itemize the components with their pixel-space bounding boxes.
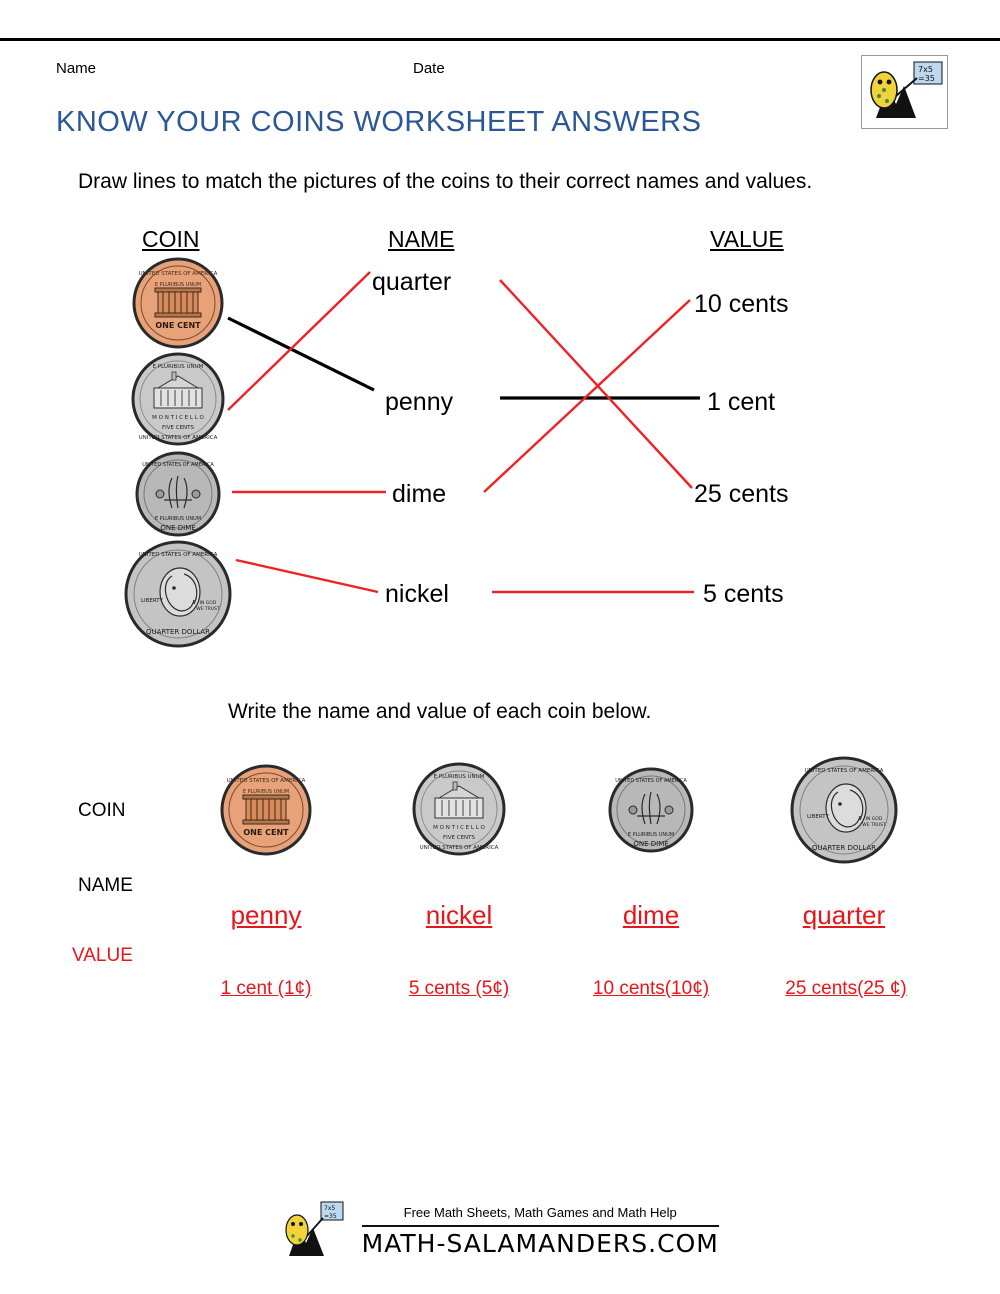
answer-name-quarter[interactable]: quarter [802,900,886,930]
penny-coin-icon [130,255,226,351]
match-name-penny[interactable]: penny [385,388,454,416]
svg-text:UNITED STATES OF AMERICA: UNITED STATES OF AMERICA [804,768,884,774]
svg-text:M O N T I C E L L O: M O N T I C E L L O [433,825,485,831]
svg-text:UNITED STATES OF AMERICA: UNITED STATES OF AMERICA [138,552,218,558]
line-spacer-2 [246,544,370,596]
svg-text:LIBERTY: LIBERTY [140,598,164,604]
nickel-coin-icon [128,350,228,448]
date-field-label: Date [413,60,445,77]
svg-text:UNITED STATES OF AMERICA: UNITED STATES OF AMERICA [226,778,306,784]
penny-coin [130,255,226,356]
match-value-1-cent[interactable]: 1 cent [707,388,776,416]
instruction-matching: Draw lines to match the pictures of the coins to their correct names and values. [78,170,813,193]
svg-text:FIVE CENTS: FIVE CENTS [161,425,195,431]
svg-text:E PLURIBUS UNUM: E PLURIBUS UNUM [152,364,204,370]
dime-coin-icon [134,450,222,538]
quarter-coin-icon [788,754,900,866]
line-spacer-4 [254,538,380,592]
logo-icon [862,56,947,128]
footer-tagline: Free Math Sheets, Math Games and Math Help [403,1205,677,1220]
svg-text:E PLURIBUS UNUM: E PLURIBUS UNUM [433,774,485,780]
line-quarter-coin-to-nickel-name-seg [236,560,378,592]
footer-logo-icon [281,1200,351,1262]
svg-text:ONE CENT: ONE CENT [155,321,201,330]
svg-text:M O N T I C E L L O: M O N T I C E L L O [152,415,204,421]
match-name-dime[interactable]: dime [392,480,447,508]
svg-text:7x5: 7x5 [324,1205,336,1212]
match-name-nickel[interactable]: nickel [385,580,449,608]
footer-brand: MATH-SALAMANDERS.COM [361,1229,719,1258]
svg-text:ONE DIME: ONE DIME [633,840,669,848]
dime-coin [134,450,222,543]
quarter-coin-icon [122,538,234,650]
math-salamanders-logo [861,55,948,129]
row-label-value: VALUE [72,945,133,966]
svg-text:UNITED STATES OF AMERICA: UNITED STATES OF AMERICA [142,462,214,468]
answer-value-penny[interactable]: 1 cent (1¢) [220,978,312,999]
penny-coin-icon [218,762,314,858]
penny-coin-bottom [218,762,314,863]
answer-name-dime[interactable]: dime [622,900,680,930]
svg-text:UNITED STATES OF AMERICA: UNITED STATES OF AMERICA [419,845,499,851]
line-spacer-7 [259,562,376,594]
instruction-write-names: Write the name and value of each coin below. [228,700,652,723]
svg-text:QUARTER DOLLAR: QUARTER DOLLAR [145,628,211,636]
footer-divider [362,1225,719,1227]
svg-text:=35: =35 [324,1213,337,1220]
svg-text:E PLURIBUS UNUM: E PLURIBUS UNUM [242,789,290,795]
svg-text:QUARTER DOLLAR: QUARTER DOLLAR [811,844,877,852]
svg-text:IN GOD: IN GOD [199,601,217,606]
svg-text:FIVE CENTS: FIVE CENTS [442,835,476,841]
column-heading-value: VALUE [710,226,784,252]
svg-text:E PLURIBUS UNUM: E PLURIBUS UNUM [154,516,202,522]
top-divider [0,38,1000,41]
svg-text:UNITED STATES OF AMERICA: UNITED STATES OF AMERICA [615,778,687,784]
match-value-25-cents[interactable]: 25 cents [694,480,789,508]
svg-text:WE TRUST: WE TRUST [196,607,220,612]
line-quarter-name-to-25-cents [500,280,692,488]
line-penny-coin-to-penny-name [228,318,374,390]
svg-text:E PLURIBUS UNUM: E PLURIBUS UNUM [154,282,202,288]
answer-name-penny[interactable]: penny [230,900,302,930]
row-label-name: NAME [78,875,133,896]
row-label-coin: COIN [78,800,126,821]
line-spacer-3 [250,538,372,594]
answer-name-nickel[interactable]: nickel [425,900,493,930]
line-spacer-8 [262,568,376,592]
svg-text:=35: =35 [918,74,935,83]
nickel-coin-bottom [409,760,509,863]
svg-text:E PLURIBUS UNUM: E PLURIBUS UNUM [627,832,675,838]
name-field-label: Name [56,60,97,77]
line-spacer-5 [258,540,260,544]
svg-text:UNITED STATES OF AMERICA: UNITED STATES OF AMERICA [138,271,218,277]
svg-text:UNITED STATES OF AMERICA: UNITED STATES OF AMERICA [138,435,218,441]
quarter-coin-bottom [788,754,900,871]
answer-value-nickel[interactable]: 5 cents (5¢) [408,978,510,999]
svg-text:7x5: 7x5 [918,65,933,74]
nickel-coin [128,350,228,453]
match-value-10-cents[interactable]: 10 cents [694,290,789,318]
dime-coin-bottom [607,766,695,859]
quarter-coin [122,538,234,655]
nickel-coin-icon [409,760,509,858]
page-footer [0,1200,1000,1262]
match-name-quarter[interactable]: quarter [372,268,452,296]
line-spacer [262,570,378,590]
svg-text:WE TRUST: WE TRUST [862,823,886,828]
line-dime-name-to-10-cents [484,300,690,492]
answer-value-dime[interactable]: 10 cents(10¢) [592,978,710,999]
answer-value-quarter[interactable]: 25 cents(25 ¢) [785,978,907,999]
svg-text:LIBERTY: LIBERTY [806,814,830,820]
match-value-5-cents[interactable]: 5 cents [703,580,784,608]
column-heading-name: NAME [388,226,455,252]
line-nickel-coin-to-quarter-name [228,272,370,410]
svg-text:ONE DIME: ONE DIME [160,524,196,532]
page-title: KNOW YOUR COINS WORKSHEET ANSWERS [56,106,702,138]
column-heading-coin: COIN [142,226,200,252]
svg-text:ONE CENT: ONE CENT [243,828,289,837]
line-spacer-6 [262,556,376,592]
svg-text:IN GOD: IN GOD [865,817,883,822]
dime-coin-icon [607,766,695,854]
